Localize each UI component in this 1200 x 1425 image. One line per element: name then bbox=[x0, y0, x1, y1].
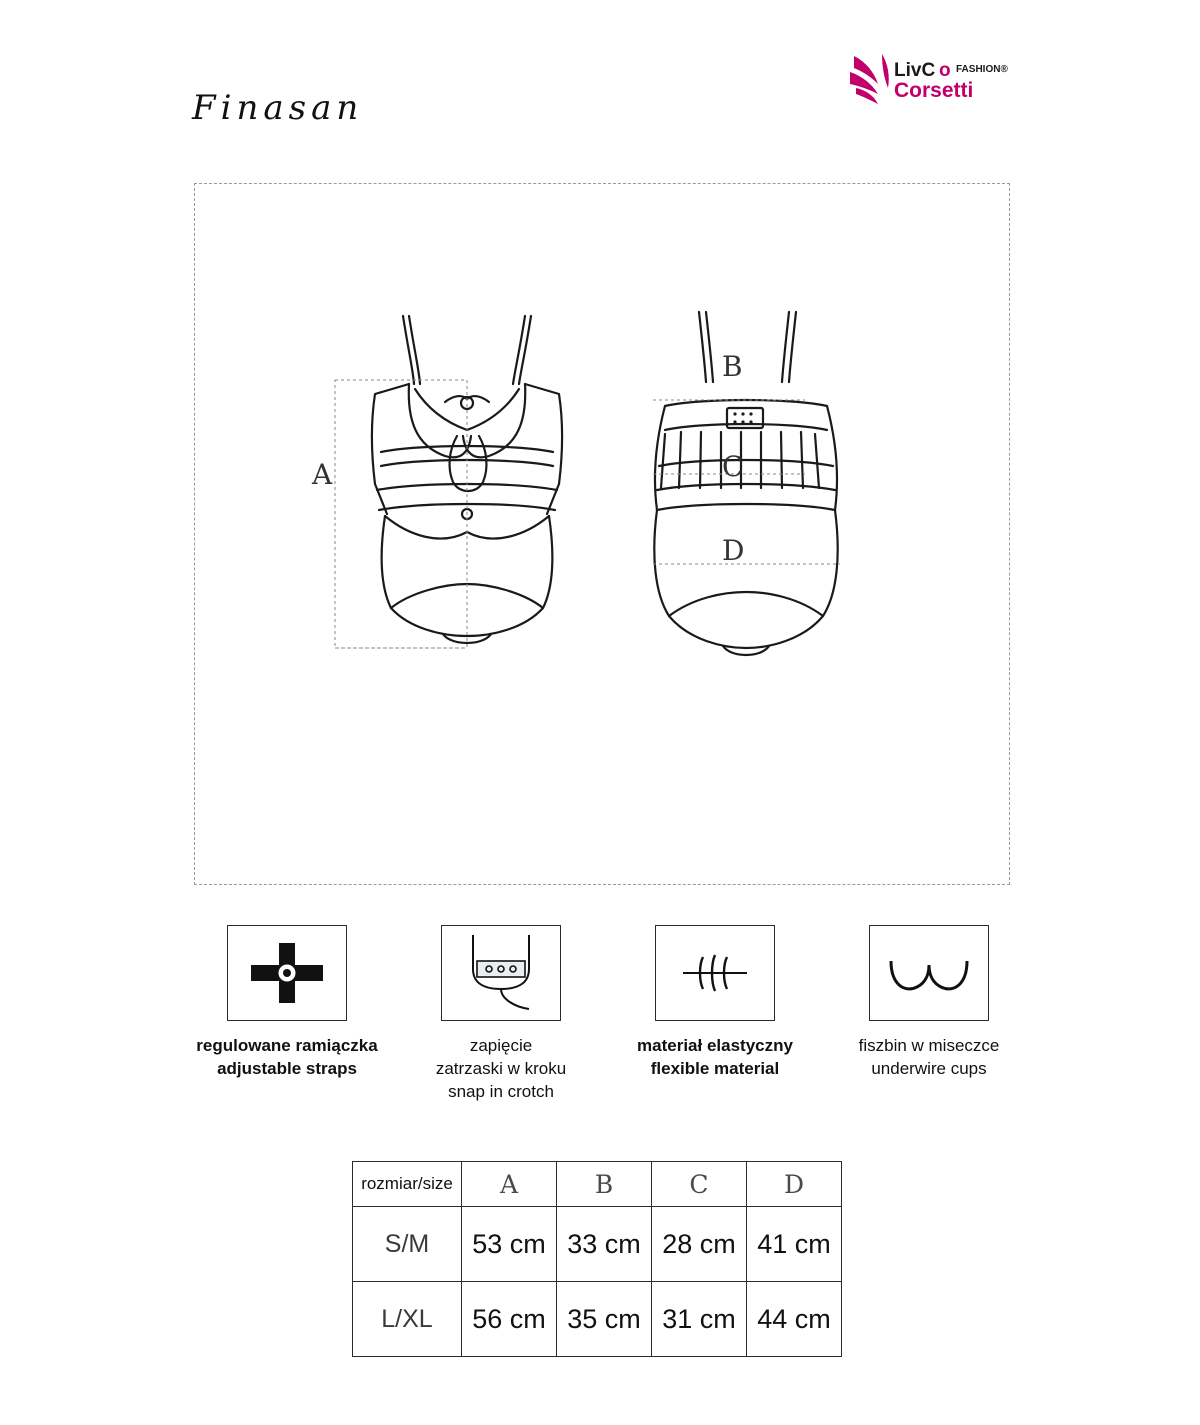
feature-label-pl2: zatrzaski w kroku bbox=[435, 1058, 567, 1078]
measure-label-c: C bbox=[722, 450, 744, 483]
feature-caption bbox=[859, 1035, 1000, 1081]
feature-adjustable-straps bbox=[180, 925, 394, 1081]
adjustable-strap-icon-box bbox=[227, 925, 347, 1021]
cell-a: 56 cm bbox=[462, 1282, 557, 1357]
feature-label-pl: fiszbin w miseczce bbox=[858, 1036, 1000, 1055]
header-col-b: B bbox=[557, 1162, 652, 1207]
cell-d: 41 cm bbox=[747, 1207, 842, 1282]
feature-underwire-cups bbox=[822, 925, 1036, 1081]
cell-c: 28 cm bbox=[652, 1207, 747, 1282]
header-col-d: D bbox=[747, 1162, 842, 1207]
feature-flexible-material bbox=[608, 925, 822, 1081]
svg-text:Corsetti: Corsetti bbox=[894, 79, 974, 102]
cell-b: 35 cm bbox=[557, 1282, 652, 1357]
feature-label-en: underwire cups bbox=[871, 1058, 987, 1078]
flexible-material-icon-box bbox=[655, 925, 775, 1021]
feature-caption bbox=[436, 1035, 566, 1104]
feature-label-en: snap in crotch bbox=[448, 1081, 554, 1101]
cell-d: 44 cm bbox=[747, 1282, 842, 1357]
adjustable-strap-icon bbox=[241, 941, 333, 1005]
snap-crotch-icon-box bbox=[441, 925, 561, 1021]
feature-caption bbox=[196, 1035, 377, 1081]
cell-c: 31 cm bbox=[652, 1282, 747, 1357]
cell-b: 33 cm bbox=[557, 1207, 652, 1282]
header-col-c: C bbox=[652, 1162, 747, 1207]
row-size-label: S/M bbox=[353, 1207, 462, 1282]
svg-text:FASHION®: FASHION® bbox=[956, 64, 1008, 75]
header-size-label: rozmiar/size bbox=[353, 1162, 462, 1207]
technical-drawing bbox=[195, 184, 1011, 886]
snap-crotch-icon bbox=[455, 935, 547, 1011]
feature-caption bbox=[637, 1035, 793, 1081]
table-row bbox=[353, 1207, 842, 1282]
row-size-label: L/XL bbox=[353, 1282, 462, 1357]
feature-snap-in-crotch bbox=[394, 925, 608, 1104]
feature-label-pl: materiał elastyczny bbox=[637, 1036, 793, 1055]
table-row bbox=[353, 1282, 842, 1357]
measure-label-a: A bbox=[312, 458, 333, 491]
underwire-cups-icon bbox=[881, 943, 977, 1003]
brand-logo bbox=[848, 52, 1018, 110]
feature-label-pl: regulowane ramiączka bbox=[196, 1036, 378, 1055]
feature-list bbox=[180, 925, 1036, 1104]
illustration-frame bbox=[194, 183, 1010, 885]
feature-label-en: flexible material bbox=[650, 1058, 780, 1078]
svg-text:o: o bbox=[939, 60, 951, 81]
cell-a: 53 cm bbox=[462, 1207, 557, 1282]
feature-label-en: adjustable straps bbox=[217, 1058, 357, 1078]
svg-text:LivC: LivC bbox=[894, 60, 936, 81]
size-table bbox=[352, 1161, 842, 1357]
flexible-material-icon bbox=[669, 943, 761, 1003]
header-col-a: A bbox=[462, 1162, 557, 1207]
measure-label-b: B bbox=[722, 350, 743, 383]
page-title: Finasan bbox=[192, 88, 364, 128]
underwire-cups-icon-box bbox=[869, 925, 989, 1021]
feature-label-pl: zapięcie bbox=[469, 1036, 533, 1055]
table-header-row bbox=[353, 1162, 842, 1207]
measure-label-d: D bbox=[722, 534, 745, 567]
